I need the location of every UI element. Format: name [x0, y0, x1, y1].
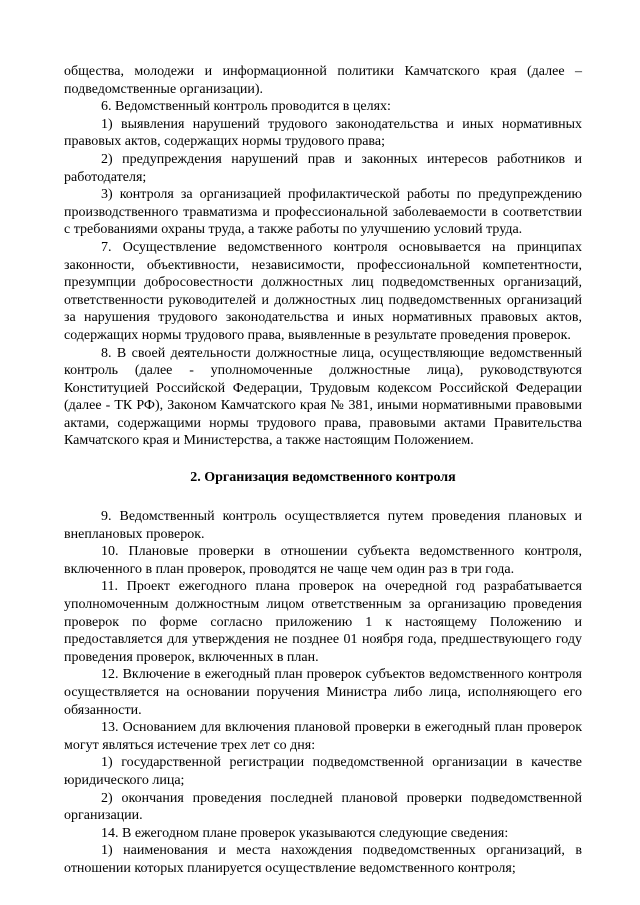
paragraph-13: 13. Основанием для включения плановой проверки в ежегодный план проверок могут являться истечение трех лет со дня: [64, 720, 582, 753]
paragraph-12: 12. Включение в ежегодный план проверок субъектов ведомственного контроля осуществляется на основании поручения Министра либо лица, исполняющего его обязанности. [64, 667, 582, 718]
paragraph-continuation: общества, молодежи и информационной политики Камчатского края (далее – подведомственные организации). [64, 64, 582, 97]
paragraph-6-item-2: 2) предупреждения нарушений прав и законных интересов работников и работодателя; [64, 151, 582, 185]
paragraph-14: 14. В ежегодном плане проверок указываются следующие сведения: [101, 825, 509, 841]
paragraph-10: 10. Плановые проверки в отношении субъекта ведомственного контроля, включенного в план проверок, проводятся не чаще чем один раз в три года. [64, 544, 582, 577]
paragraph-6-item-1: 1) выявления нарушений трудового законодательства и иных нормативных правовых актов, содержащих нормы трудового права; [64, 116, 582, 150]
paragraph-13-item-2: 2) окончания проведения последней плановой проверки подведомственной организации. [64, 790, 582, 824]
paragraph-7: 7. Осуществление ведомственного контроля основывается на принципах законности, объективности, независимости, профессиональной компетентности, презумпции добросовестности должностных лиц подведомственных организаций, ответственности руководителей и должностных лиц подведомственных организаций за нарушения трудового законодательства и иных нормативных правовых актов, содержащих нормы трудового права, выявленные в результате проведения проверок. [64, 239, 582, 343]
paragraph-13-item-1: 1) государственной регистрации подведомственной организации в качестве юридического лица; [64, 755, 582, 788]
paragraph-14-item-1: 1) наименования и места нахождения подведомственных организаций, в отношении которых планируется осуществление ведомственного контроля; [64, 843, 582, 876]
paragraph-8: 8. В своей деятельности должностные лица, осуществляющие ведомственный контроль (далее - уполномоченные должностные лица), руководствуются Конституцией Российской Федерации, Трудовым кодексом Российской Федерации (далее - ТК РФ), Законом Камчатского края № 381, иными нормативными правовыми актами, содержащими нормы трудового права, правовыми актами Правительства Камчатского края и Министерства, а также настоящим Положением. [64, 345, 582, 449]
paragraph-9: 9. Ведомственный контроль осуществляется путем проведения плановых и внеплановых проверок. [64, 509, 582, 542]
paragraph-6: 6. Ведомственный контроль проводится в целях: [101, 99, 391, 115]
paragraph-6-item-3: 3) контроля за организацией профилактической работы по предупреждению производственного травматизма и профессиональной заболеваемости в соответствии с требованиями охраны труда, а также работы по улучшению условий труда. [64, 187, 582, 238]
section-heading: 2. Организация ведомственного контроля [190, 470, 456, 486]
paragraph-11: 11. Проект ежегодного плана проверок на очередной год разрабатывается уполномоченным должностным лицом ответственным за организацию проведения проверок по форме согласно приложению 1 к настоящему Положению и предоставляется для утверждения не позднее 01 ноября года, предшествующего году проведения проверок, включенных в план. [64, 579, 582, 665]
